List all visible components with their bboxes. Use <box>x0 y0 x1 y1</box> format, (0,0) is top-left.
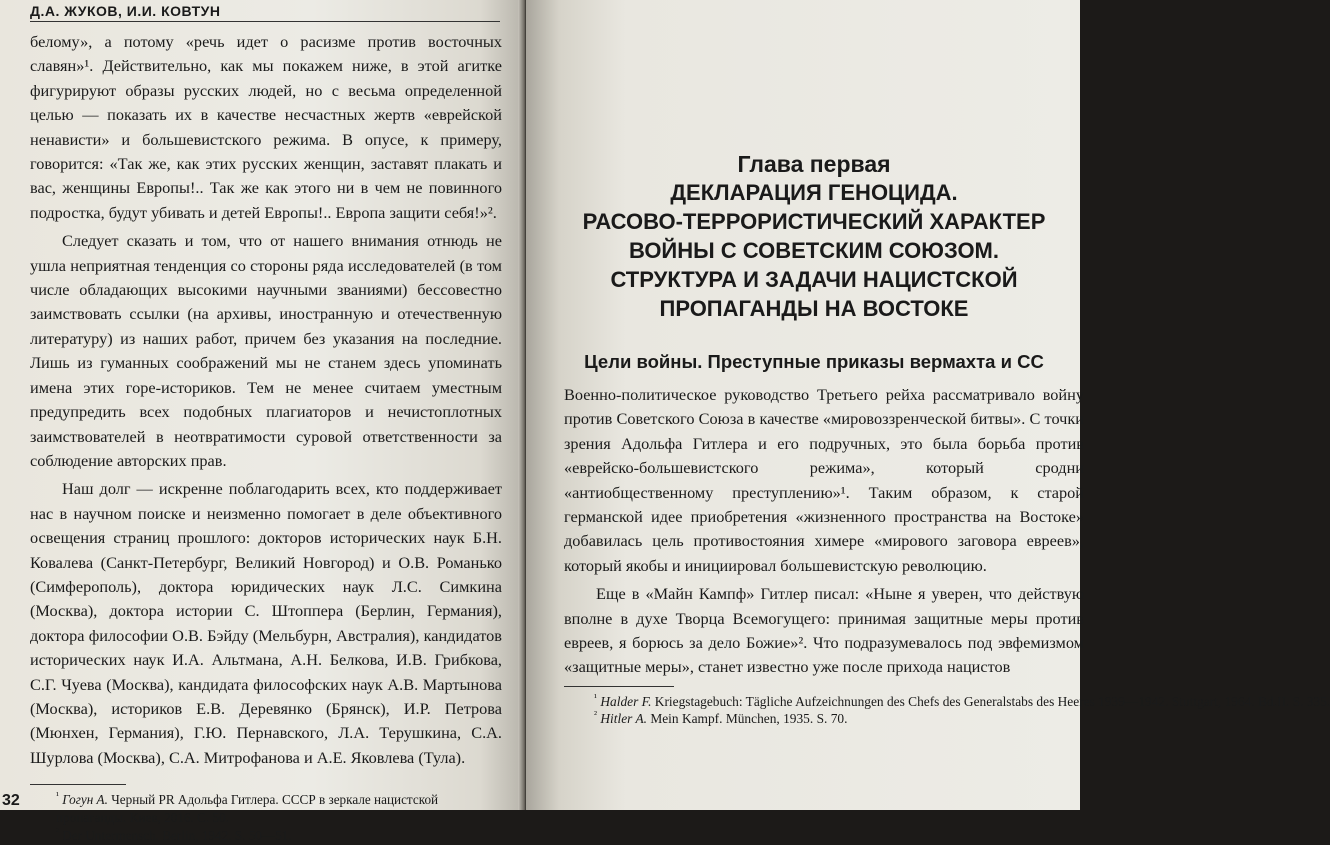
chapter-label: Глава первая <box>737 151 891 177</box>
paragraph: белому», а потому «речь идет о расизме против восточных славян»¹. Действительно, как мы покажем ниже, в этой агитке фигурируют образы русских людей, но с весьма определенной целью — показать их в качестве несчастных жертв «еврейской ненависти» и большевистского режима. В опусе, к примеру, говорится: «Так же, как этих русских женщин, заставят плакать и вас, женщины Европы!.. Так же как этого ни в чем не повинного подростка, будут убивать и детей Европы!.. Европа защити себя!»². <box>30 32 502 222</box>
left-footnotes <box>30 784 502 845</box>
footnote-text: Der Untermensch. Berlin, 1942. S. 50—51. <box>62 828 292 844</box>
right-footnotes <box>564 686 1330 727</box>
footnote-rule <box>564 686 674 687</box>
left-body-text <box>30 30 502 770</box>
footnote-author: Hitler A. <box>600 710 647 726</box>
paragraph: Наш долг — искренне поблагодарить всех, кто поддерживает нас в научном поиске и неизменно помогает в деле объективного освещения страниц прошлого: докторов исторических наук Б.Н. Ковалева (Санкт-Петербург, Великий Новгород) и О.В. Романько (Симферополь), доктора юридических наук Л.С. Симкина (Москва), доктора истории С. Штоппера (Берлин, Германия), доктора философии О.В. Бэйду (Мельбурн, Австралия), кандидатов исторических наук И.А. Альтмана, А.Н. Белкова, И.В. Грибкова, С.Г. Чуева (Москва), кандидата философских наук А.В. Мартынова (Москва), историков Е.В. Деревянко (Брянск), И.Р. Петрова (Мюнхен, Германия), Г.Ю. Пернавского, Л.А. Терушкина, С.А. Шурлова (Москва), С.А. Митрофанова и А.Е. Яковлева (Тула). <box>30 479 502 767</box>
footnote-mark: ¹ <box>56 790 59 802</box>
chapter-title-line: РАСОВО-ТЕРРОРИСТИЧЕСКИЙ ХАРАКТЕР <box>582 209 1046 234</box>
chapter-heading <box>564 150 1064 323</box>
footnote <box>56 827 502 845</box>
right-body-text <box>564 383 1084 680</box>
chapter-title-line: ПРОПАГАНДЫ НА ВОСТОКЕ <box>659 296 969 321</box>
paragraph: Следует сказать и том, что от нашего внимания отнюдь не ушла неприятная тенденция со стороны ряда исследователей (в том числе обладающих высокими научными званиями) бессовестно заимствовать ссылки (на архивы, иностранную и отечественную литературу) из наших работ, причем без указания на последние. Лишь из гуманных соображений мы не станем здесь упоминать имена этих горе-историков. Тем не менее считаем уместным предупредить всех подобных плагиаторов и нечистоплотных заимствователей в неотвратимости суровой ответственности за соблюдение авторских прав. <box>30 231 502 470</box>
chapter-title <box>564 178 1064 323</box>
section-heading: Цели войны. Преступные приказы вермахта и СС <box>584 351 1044 372</box>
footnote-mark: ² <box>594 709 597 721</box>
footnote-author: Halder F. <box>600 693 652 709</box>
paragraph: Военно-политическое руководство Третьего рейха рассматривало войну против Советского Союза в качестве «мировоззренческой битвы». С точки зрения Адольфа Гитлера и его подручных, это была борьба против «еврейско-большевистского режима», который сродни «антиобщественному преступлению»¹. Таким образом, к старой германской идее приобретения «жизненного пространства на Востоке» добавилась цель противостояния химере «мирового заговора евреев», который якобы и инициировал большевистскую революцию. <box>564 385 1084 575</box>
page-number: 32 <box>2 792 20 809</box>
left-page <box>0 0 522 844</box>
running-head: Д.А. ЖУКОВ, И.И. КОВТУН <box>30 3 500 22</box>
footnote <box>594 692 1330 710</box>
footnote-text: Черный PR Адольфа Гитлера. СССР в зеркале нацистской пропаганды. Киев, 2016. С. 50. <box>56 792 439 826</box>
footnote-rule <box>30 784 126 785</box>
footnote-text: Kriegstagebuch: Tägliche Aufzeichnungen des Chefs des Generalstabs des Heeres 1939—1942. Stuttgart, 1964. Bd.II. S. 335. <box>651 693 1330 709</box>
chapter-title-line: СТРУКТУРА И ЗАДАЧИ НАЦИСТСКОЙ <box>610 267 1018 292</box>
footnote-mark: ¹ <box>594 692 597 704</box>
right-page <box>526 0 1330 810</box>
footnote-author: Гогун А. <box>62 792 108 808</box>
chapter-title-line: ДЕКЛАРАЦИЯ ГЕНОЦИДА. <box>670 180 958 205</box>
footnote <box>56 791 502 827</box>
footnote-text: Mein Kampf. München, 1935. S. 70. <box>646 710 848 726</box>
footnote <box>594 710 1080 727</box>
paragraph: Еще в «Майн Кампф» Гитлер писал: «Ныне я уверен, что действую вполне в духе Творца Всемогущего: принимая защитные меры против евреев, я борюсь за дело Божие»². Что подразумевалось под эвфемизмом «защитные меры», станет известно уже после прихода нацистов <box>564 584 1084 677</box>
chapter-title-line: ВОЙНЫ С СОВЕТСКИМ СОЮЗОМ. <box>628 238 999 263</box>
footnote-mark: ² <box>56 826 59 838</box>
